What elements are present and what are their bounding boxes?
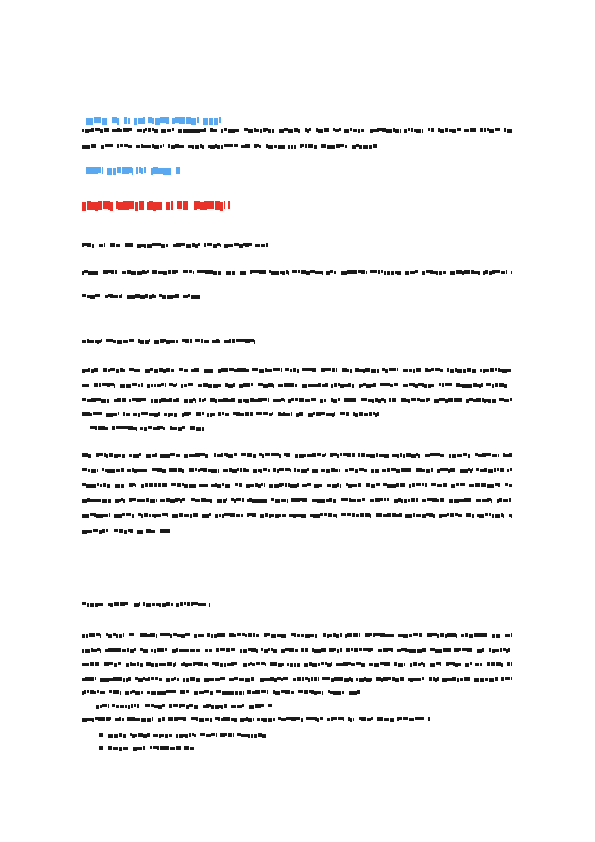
text-line bbox=[108, 733, 266, 738]
text-line bbox=[108, 746, 194, 751]
bullet-marker bbox=[99, 746, 103, 750]
bullet-marker bbox=[99, 733, 103, 737]
